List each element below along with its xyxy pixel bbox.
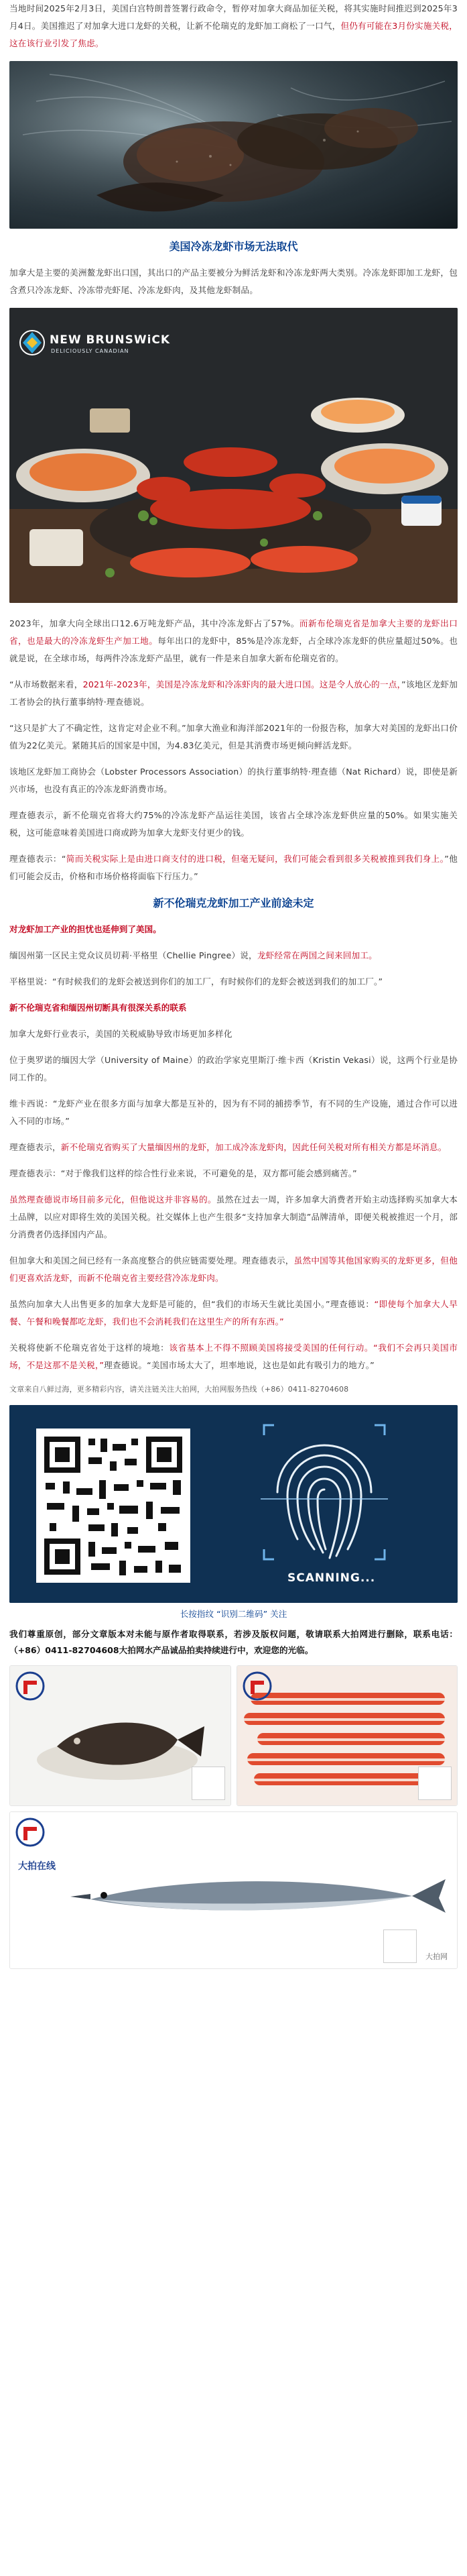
section2-paragraph-2: 平格里说：“有时候我们的龙虾会被送到你们的加工厂，有时候你们的龙虾会被送到我们的加工厂。” [9, 976, 383, 987]
section2-paragraph-4: 位于奥罗诺的缅因大学（University of Maine）的政治学家克里斯汀·维卡西（Kristin Vekasi）说，这两个行业是协同工作的。 [9, 1055, 458, 1082]
product-qr-icon[interactable] [418, 1767, 452, 1800]
qr-fingerprint-illustration [9, 1405, 458, 1603]
product-card-saury[interactable] [9, 1811, 458, 1969]
section2-paragraph-1 [9, 947, 458, 964]
intro-paragraph [9, 0, 458, 52]
section2-paragraph-9 [9, 1252, 458, 1287]
brand-tagline: DELICIOUSLY CANADIAN [51, 348, 129, 354]
tariff-quote-tail: ”他们可能会反击，价格和市场价格将面临下行压力。” [9, 854, 458, 881]
diversify-highlight: 虽然理查德说市场目前多元化，但他说这并非容易的。 [9, 1194, 216, 1205]
intro-highlight: 但仍有可能在3月份实施关税，这在该行业引发了焦虑。 [9, 21, 458, 48]
richard-lead: 理查德表示， [9, 1142, 61, 1152]
lobster-illustration [9, 61, 458, 229]
dapai-logo-icon [241, 1670, 273, 1702]
quote-lead: 理查德表示：“ [9, 854, 66, 864]
section-title-frozen-market: 美国冷冻龙虾市场无法取代 [169, 240, 298, 253]
watermark: 大拍网 [425, 1952, 448, 1961]
section2-subtitle-1: 对龙虾加工产业的担忧也延伸到了美国。 [9, 924, 161, 934]
diversify-text: 虽然在过去一周，许多加拿大消费者开始主动选择购买加拿大本土品牌，以应对即将生效的美国关税。社交媒体上也产生很多“支持加拿大制造”品牌清单，即便关税被推迟一个月，部分消费者仍选择国内产品。 [9, 1194, 458, 1239]
supply-chain-text: 但加拿大和美国之间已经有一条高度整合的供应链需要处理。理查德表示， [9, 1255, 294, 1266]
new-brunswick-logo-icon [20, 331, 44, 355]
auction-text: 大拍网水产品诚品拍卖持续进行中，欢迎您的光临。 [119, 1645, 314, 1655]
section2-subtitle-2: 新不伦瑞克省和缅因州切断具有很深关系的联系 [9, 1003, 187, 1013]
section1-paragraph-4: “这只是扩大了不确定性，这肯定对企业不利。”加拿大渔业和海洋部2021年的一份报告称，加拿大对美国的龙虾出口价值为22亿美元。紧随其后的国家是中国，为4.83亿美元，但是其消费市场更倾向鲜活龙虾。 [9, 723, 458, 750]
tariff-quote-highlight: 简而关税实际上是由进口商支付的进口税，但毫无疑问，我们可能会看到很多关税被推到我们身上。 [66, 854, 445, 864]
dapai-logo-icon [14, 1816, 46, 1848]
section2-paragraph-3: 加拿大龙虾行业表示，美国的关税威胁导致市场更加多样化 [9, 1029, 232, 1039]
dapai-logo-icon [14, 1670, 46, 1702]
product-qr-icon[interactable] [192, 1767, 225, 1800]
richard-highlight: 新不伦瑞克省购买了大量缅因州的龙虾，加工成冷冻龙虾肉，因此任何关税对所有相关方都是坏消息。 [60, 1142, 447, 1152]
section2-paragraph-8 [9, 1191, 458, 1243]
dapai-brand-text: 大拍在线 [18, 1861, 56, 1872]
product-qr-icon[interactable] [383, 1929, 417, 1963]
qr-code-icon[interactable] [36, 1429, 190, 1583]
tariff-position-highlight: 该省基本上不得不照顾美国将接受美国的任何行动。“我们不会再只美国市场，不是这那不是关税，” [9, 1343, 458, 1370]
new-brunswick-lobster-photo [9, 308, 458, 603]
section2-paragraph-11 [9, 1339, 458, 1374]
quote-attribution: ”该地区龙虾加工者协会的执行董事纳特·理查德说。 [9, 679, 458, 707]
market-size-highlight: “即使每个加拿大人早餐、午餐和晚餐都吃龙虾，我们也不会消耗我们在这里生产的所有东西。” [9, 1299, 458, 1327]
copyright-text: 我们尊重原创，部分文章版本对未能与原作者取得联系，若涉及版权问题，敬请联系大拍网进行删除，联系电话：（+86）0411-82704608 [9, 1629, 458, 1655]
section-title-processing-industry: 新不伦瑞克龙虾加工产业前途未定 [153, 897, 314, 909]
scanning-label: SCANNING... [287, 1571, 376, 1585]
lobster-photo [9, 61, 458, 229]
section1-paragraph-5: 该地区龙虾加工商协会（Lobster Processors Association）的执行董事纳特·理查德（Nat Richard）说，即使是新兴市场，也没有真正的冷冻龙虾消费市场。 [9, 767, 458, 794]
export-stats-text-2: 每年出口的龙虾中，85%是冷冻龙虾，占全球冷冻龙虾的供应量超过50%。也就是说，在全球市场，每两件冷冻龙虾产品里，就有一件是来自加拿大新布伦瑞克省的。 [9, 636, 458, 663]
section1-paragraph-2 [9, 615, 458, 667]
section1-paragraph-6: 理查德表示，新不伦瑞克省将大约75%的冷冻龙虾产品运往美国，该省占全球冷冻龙虾供应量的50%。如果实施关税，这可能意味着美国进口商或跨为加拿大龙虾支付更少的钱。 [9, 810, 458, 838]
section2-paragraph-6 [9, 1139, 458, 1156]
pingree-intro: 缅因州第一区民主党众议员切莉·平格里（Chellie Pingree）说， [9, 950, 257, 960]
copyright-notice [9, 1626, 458, 1659]
product-card-fish[interactable] [9, 1665, 231, 1806]
section2-paragraph-7: 理查德表示：“对于像我们这样的综合性行业来说，不可避免的是，双方都可能会感到痛苦。” [9, 1168, 357, 1178]
supply-chain-highlight: 虽然中国等其他国家购买的龙虾更多，但他们更喜欢活龙虾，而新不伦瑞克省主要经营冷冻龙虾肉。 [9, 1255, 458, 1283]
intro-text: 当地时间2025年2月3日，美国白宫特朗普签署行政命令，暂停对加拿大商品加征关税，将其实施时间推迟到2025年3月4日。美国推迟了对加拿大进口龙虾的关税，让新不伦瑞克的龙虾加工商松了一口气， [9, 3, 458, 31]
export-stats-highlight: 而新布伦瑞克省是加拿大主要的龙虾出口省，也是最大的冷冻龙虾生产加工地。 [9, 618, 458, 646]
section2-paragraph-10 [9, 1296, 458, 1331]
market-size-text: 虽然向加拿大人出售更多的加拿大龙虾是可能的，但“我们的市场天生就比美国小。”理查德说： [9, 1299, 375, 1309]
quote-highlight: 2021年-2023年，美国是冷冻龙虾和冷冻虾肉的最大进口国。这是令人放心的一点， [82, 679, 402, 689]
quote-open: “从市场数据来看， [9, 679, 83, 689]
section1-paragraph-1: 加拿大是主要的美洲鳌龙虾出口国，其出口的产品主要被分为鲜活龙虾和冷冻龙虾两大类别。冷冻龙虾即加工龙虾，包含煮只冷冻龙虾、冷冻带壳虾尾、冷冻龙虾肉，及其他龙虾制品。 [9, 268, 458, 295]
brand-name: NEW BRUNSWiCK [50, 333, 171, 347]
tariff-position-text: 关税将使新不伦瑞克省处于这样的境地： [9, 1343, 170, 1353]
pingree-highlight: 龙虾经常在两国之间来回加工。 [257, 950, 377, 960]
section1-paragraph-3 [9, 676, 458, 711]
tariff-position-tail: 理查德说。“美国市场太大了，坦率地说，这也是如此有吸引力的地方。” [104, 1360, 375, 1370]
source-note: 文章来自八鲜过海，更多精彩内容，请关注链关注大拍网，大拍网服务热线（+86）0411-82704608 [9, 1385, 349, 1394]
qr-caption: 长按指纹 “识别二维码” 关注 [180, 1609, 287, 1619]
section2-paragraph-5: 维卡西说：“龙虾产业在很多方面与加拿大都是互补的，因为有不同的捕捞季节，有不同的生产设施，通过合作可以进入不同的市场。” [9, 1099, 458, 1126]
product-gallery [9, 1665, 458, 1969]
section1-paragraph-7 [9, 850, 458, 885]
qr-follow-banner [9, 1405, 458, 1603]
export-stats-text: 2023年，加拿大向全球出口12.6万吨龙虾产品，其中冷冻龙虾占了57%。 [9, 618, 299, 628]
product-card-crab-legs[interactable] [237, 1665, 458, 1806]
